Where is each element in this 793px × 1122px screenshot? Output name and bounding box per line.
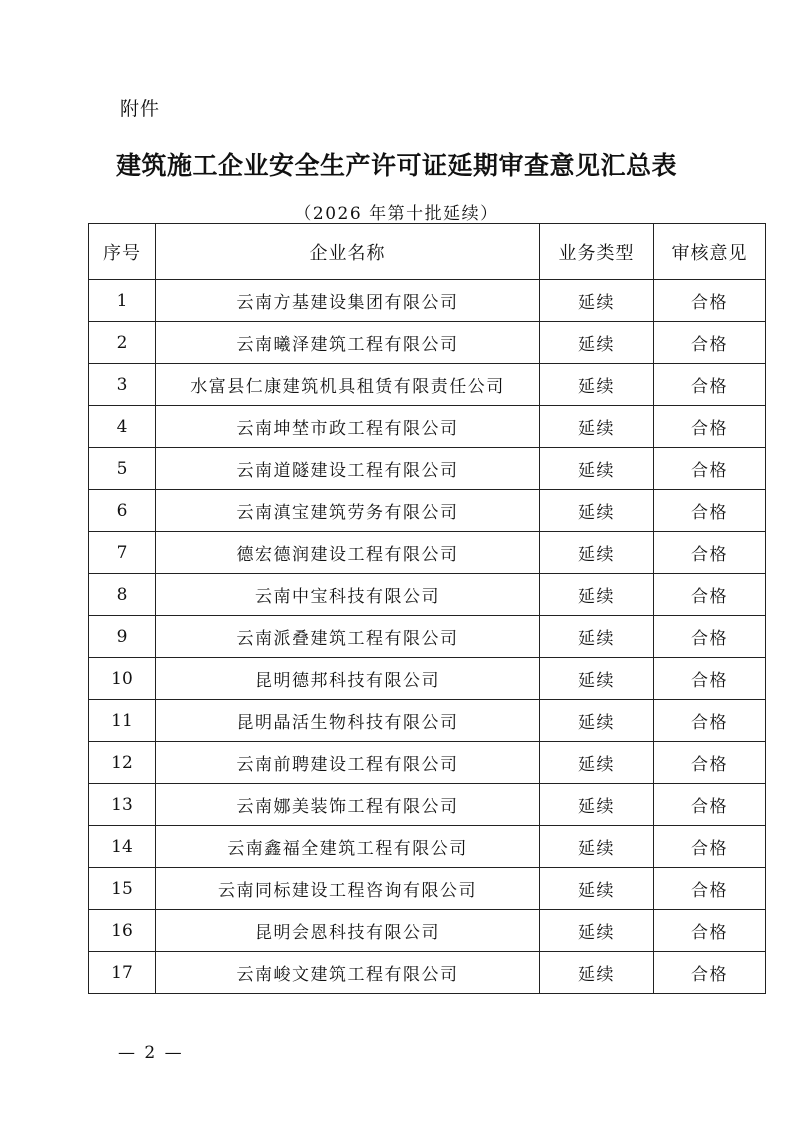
- review-opinion-cell: 合格: [654, 742, 766, 784]
- table-row: [89, 616, 766, 658]
- serial-number-cell: 11: [89, 700, 156, 742]
- table-header-row: [89, 224, 766, 280]
- company-name-cell: 昆明德邦科技有限公司: [156, 658, 540, 700]
- review-opinion-cell: 合格: [654, 448, 766, 490]
- business-type-cell: 延续: [540, 532, 654, 574]
- business-type-cell: 延续: [540, 700, 654, 742]
- table-row: [89, 406, 766, 448]
- serial-number-cell: 7: [89, 532, 156, 574]
- business-type-cell: 延续: [540, 490, 654, 532]
- table-row: [89, 658, 766, 700]
- page-number: — 2 —: [118, 1043, 184, 1063]
- review-opinion-cell: 合格: [654, 364, 766, 406]
- table-row: [89, 364, 766, 406]
- header-review-opinion: 审核意见: [654, 224, 766, 280]
- business-type-cell: 延续: [540, 868, 654, 910]
- company-name-cell: 云南方基建设集团有限公司: [156, 280, 540, 322]
- business-type-cell: 延续: [540, 322, 654, 364]
- business-type-cell: 延续: [540, 910, 654, 952]
- table-row: [89, 742, 766, 784]
- table-row: [89, 574, 766, 616]
- company-name-cell: 昆明晶活生物科技有限公司: [156, 700, 540, 742]
- review-opinion-cell: 合格: [654, 490, 766, 532]
- review-opinion-cell: 合格: [654, 574, 766, 616]
- company-name-cell: 云南娜美装饰工程有限公司: [156, 784, 540, 826]
- serial-number-cell: 14: [89, 826, 156, 868]
- serial-number-cell: 6: [89, 490, 156, 532]
- review-opinion-cell: 合格: [654, 700, 766, 742]
- company-name-cell: 水富县仁康建筑机具租赁有限责任公司: [156, 364, 540, 406]
- table-row: [89, 952, 766, 994]
- document-subtitle: （2026 年第十批延续）: [294, 204, 499, 224]
- business-type-cell: 延续: [540, 364, 654, 406]
- review-opinion-cell: 合格: [654, 280, 766, 322]
- business-type-cell: 延续: [540, 952, 654, 994]
- company-name-cell: 云南滇宝建筑劳务有限公司: [156, 490, 540, 532]
- serial-number-cell: 3: [89, 364, 156, 406]
- business-type-cell: 延续: [540, 784, 654, 826]
- business-type-cell: 延续: [540, 406, 654, 448]
- table-row: [89, 700, 766, 742]
- table-row: [89, 868, 766, 910]
- review-opinion-cell: 合格: [654, 826, 766, 868]
- table-row: [89, 784, 766, 826]
- company-name-cell: 云南坤埜市政工程有限公司: [156, 406, 540, 448]
- serial-number-cell: 8: [89, 574, 156, 616]
- business-type-cell: 延续: [540, 742, 654, 784]
- company-name-cell: 德宏德润建设工程有限公司: [156, 532, 540, 574]
- business-type-cell: 延续: [540, 574, 654, 616]
- header-business-type: 业务类型: [540, 224, 654, 280]
- company-name-cell: 昆明会恩科技有限公司: [156, 910, 540, 952]
- review-opinion-cell: 合格: [654, 322, 766, 364]
- serial-number-cell: 17: [89, 952, 156, 994]
- review-opinion-cell: 合格: [654, 784, 766, 826]
- table-row: [89, 448, 766, 490]
- serial-number-cell: 10: [89, 658, 156, 700]
- company-name-cell: 云南前聘建设工程有限公司: [156, 742, 540, 784]
- serial-number-cell: 13: [89, 784, 156, 826]
- serial-number-cell: 1: [89, 280, 156, 322]
- business-type-cell: 延续: [540, 826, 654, 868]
- table-row: [89, 910, 766, 952]
- serial-number-cell: 12: [89, 742, 156, 784]
- attachment-label: 附件: [120, 98, 161, 120]
- serial-number-cell: 5: [89, 448, 156, 490]
- company-name-cell: 云南派叠建筑工程有限公司: [156, 616, 540, 658]
- business-type-cell: 延续: [540, 616, 654, 658]
- review-opinion-cell: 合格: [654, 910, 766, 952]
- review-summary-table: [88, 223, 766, 994]
- table-row: [89, 490, 766, 532]
- table-row: [89, 532, 766, 574]
- table-row: [89, 280, 766, 322]
- company-name-cell: 云南同标建设工程咨询有限公司: [156, 868, 540, 910]
- company-name-cell: 云南鑫福全建筑工程有限公司: [156, 826, 540, 868]
- review-opinion-cell: 合格: [654, 952, 766, 994]
- review-opinion-cell: 合格: [654, 406, 766, 448]
- document-title: 建筑施工企业安全生产许可证延期审查意见汇总表: [115, 151, 677, 180]
- review-opinion-cell: 合格: [654, 616, 766, 658]
- serial-number-cell: 2: [89, 322, 156, 364]
- serial-number-cell: 15: [89, 868, 156, 910]
- serial-number-cell: 16: [89, 910, 156, 952]
- serial-number-cell: 4: [89, 406, 156, 448]
- table-body: [89, 280, 766, 994]
- review-opinion-cell: 合格: [654, 532, 766, 574]
- business-type-cell: 延续: [540, 280, 654, 322]
- business-type-cell: 延续: [540, 448, 654, 490]
- company-name-cell: 云南道隧建设工程有限公司: [156, 448, 540, 490]
- review-opinion-cell: 合格: [654, 868, 766, 910]
- company-name-cell: 云南曦泽建筑工程有限公司: [156, 322, 540, 364]
- header-company-name: 企业名称: [156, 224, 540, 280]
- table-row: [89, 826, 766, 868]
- serial-number-cell: 9: [89, 616, 156, 658]
- review-opinion-cell: 合格: [654, 658, 766, 700]
- table-row: [89, 322, 766, 364]
- company-name-cell: 云南中宝科技有限公司: [156, 574, 540, 616]
- header-serial-number: 序号: [89, 224, 156, 280]
- business-type-cell: 延续: [540, 658, 654, 700]
- company-name-cell: 云南峻文建筑工程有限公司: [156, 952, 540, 994]
